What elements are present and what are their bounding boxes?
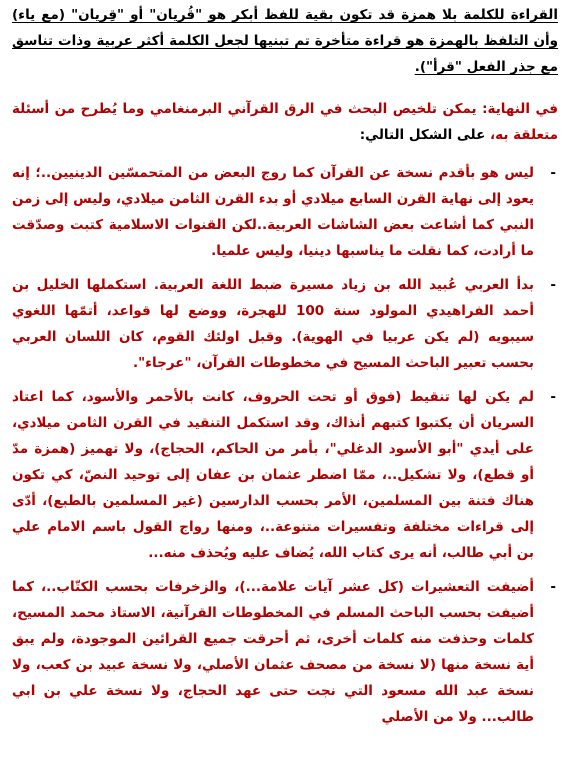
list-item xyxy=(12,160,558,264)
summary-paragraph xyxy=(12,96,558,148)
document-page xyxy=(12,0,558,775)
list-item-text: بدأ العربي عُبيد الله بن زياد مسيرة ضبط اللغة العربية. استكملها الخليل بن أحمد الفراهيدي المولود سنة 100 للهجرة، ووضع لها قواعد، أتمّها اللغوي سيبويه (لم يكن عربيا في الهوية). وقبل اولئك القوم، كان اللسان العربي بحسب تعبير الباحث المسيح في مخطوطات القرآن، "عرجاء". xyxy=(12,277,534,371)
points-list xyxy=(12,160,558,730)
bullet-dash: - xyxy=(550,165,556,181)
list-item-text: أضيفت التعشيرات (كل عشر آيات علامة...)، والزخرفات بحسب الكتّاب..، كما أضيفت بحسب الباحث المسلم في المخطوطات القرآنية، الاستاذ محمد المسيح، كلمات وحذفت منه كلمات أخرى، ثم أحرقت جميع القرائين الموجودة، ولم يبق أية نسخة منها (لا نسخة من مصحف عثمان الأصلي، ولا نسخة عبيد بن كعب، ولا نسخة عبد الله مسعود التي نجت حتى عهد الحجاج، ولا نسخة علي بن ابي طالب... ولا من الأصلي xyxy=(12,579,534,725)
bullet-dash: - xyxy=(550,389,556,405)
summary-rest: على الشكل التالي: xyxy=(359,127,490,143)
bullet-dash: - xyxy=(550,579,556,595)
list-item xyxy=(12,272,558,376)
list-item-text: لم يكن لها تنقيط (فوق أو تحت الحروف، كانت بالأحمر والأسود، كما اعتاد السريان أن يكتبوا كتبهم أنذاك، وقد استكمل التنقيد في القرن الثامن ميلادي، على أيدي "أبو الأسود الدغلي"، بأمر من الحاكم، الحجاج)، ولا تهميز (همزة مدّ أو قطع)، ولا تشكيل..، ممّا اضطر عثمان بن عفان إلى توحيد النصّ، كي تكون هناك فتنة بين المسلمين، الأمر بحسب الدارسين (غير المسلمين بالطبع)، أدّى إلى قراءات مختلفة وتفسيرات متنوعة..، ومنها رواج القول باسم الامام علي بن أبي طالب، أنه يرى كتاب الله، يُضاف عليه ويُحذف منه... xyxy=(12,389,534,561)
list-item xyxy=(12,384,558,566)
list-item-text: ليس هو بأقدم نسخة عن القرآن كما روج البعض من المتحمسّين الدينيين..؛ إنه يعود إلى نهاية القرن السابع ميلادي أو بدء القرن الثامن ميلادي، وليس إلى زمن النبي كما أشاعت بعض الشاشات العربية..لكن القنوات الاسلامية كتبت وصدّقت ما أرادت، كما نقلت ما يناسبها دينيا، وليس علميا. xyxy=(12,165,534,259)
bullet-dash: - xyxy=(550,277,556,293)
summary-lead: في النهاية: يمكن تلخيص البحث في الرق القرآني البرمنغامي وما يُطرح من أسئلة متعلقة به، xyxy=(12,101,558,143)
list-item xyxy=(12,574,558,730)
intro-paragraph: القراءة للكلمة بلا همزة قد تكون بقية للفظ أبكر هو "قُريان" أو "قِريان" (مع ياء) وأن التلفظ بالهمزة هو قراءة متأخرة تم تبنيها لجعل الكلمة أكثر عربية وذات تناسق مع جذر الفعل "قرأ"). xyxy=(12,7,558,75)
